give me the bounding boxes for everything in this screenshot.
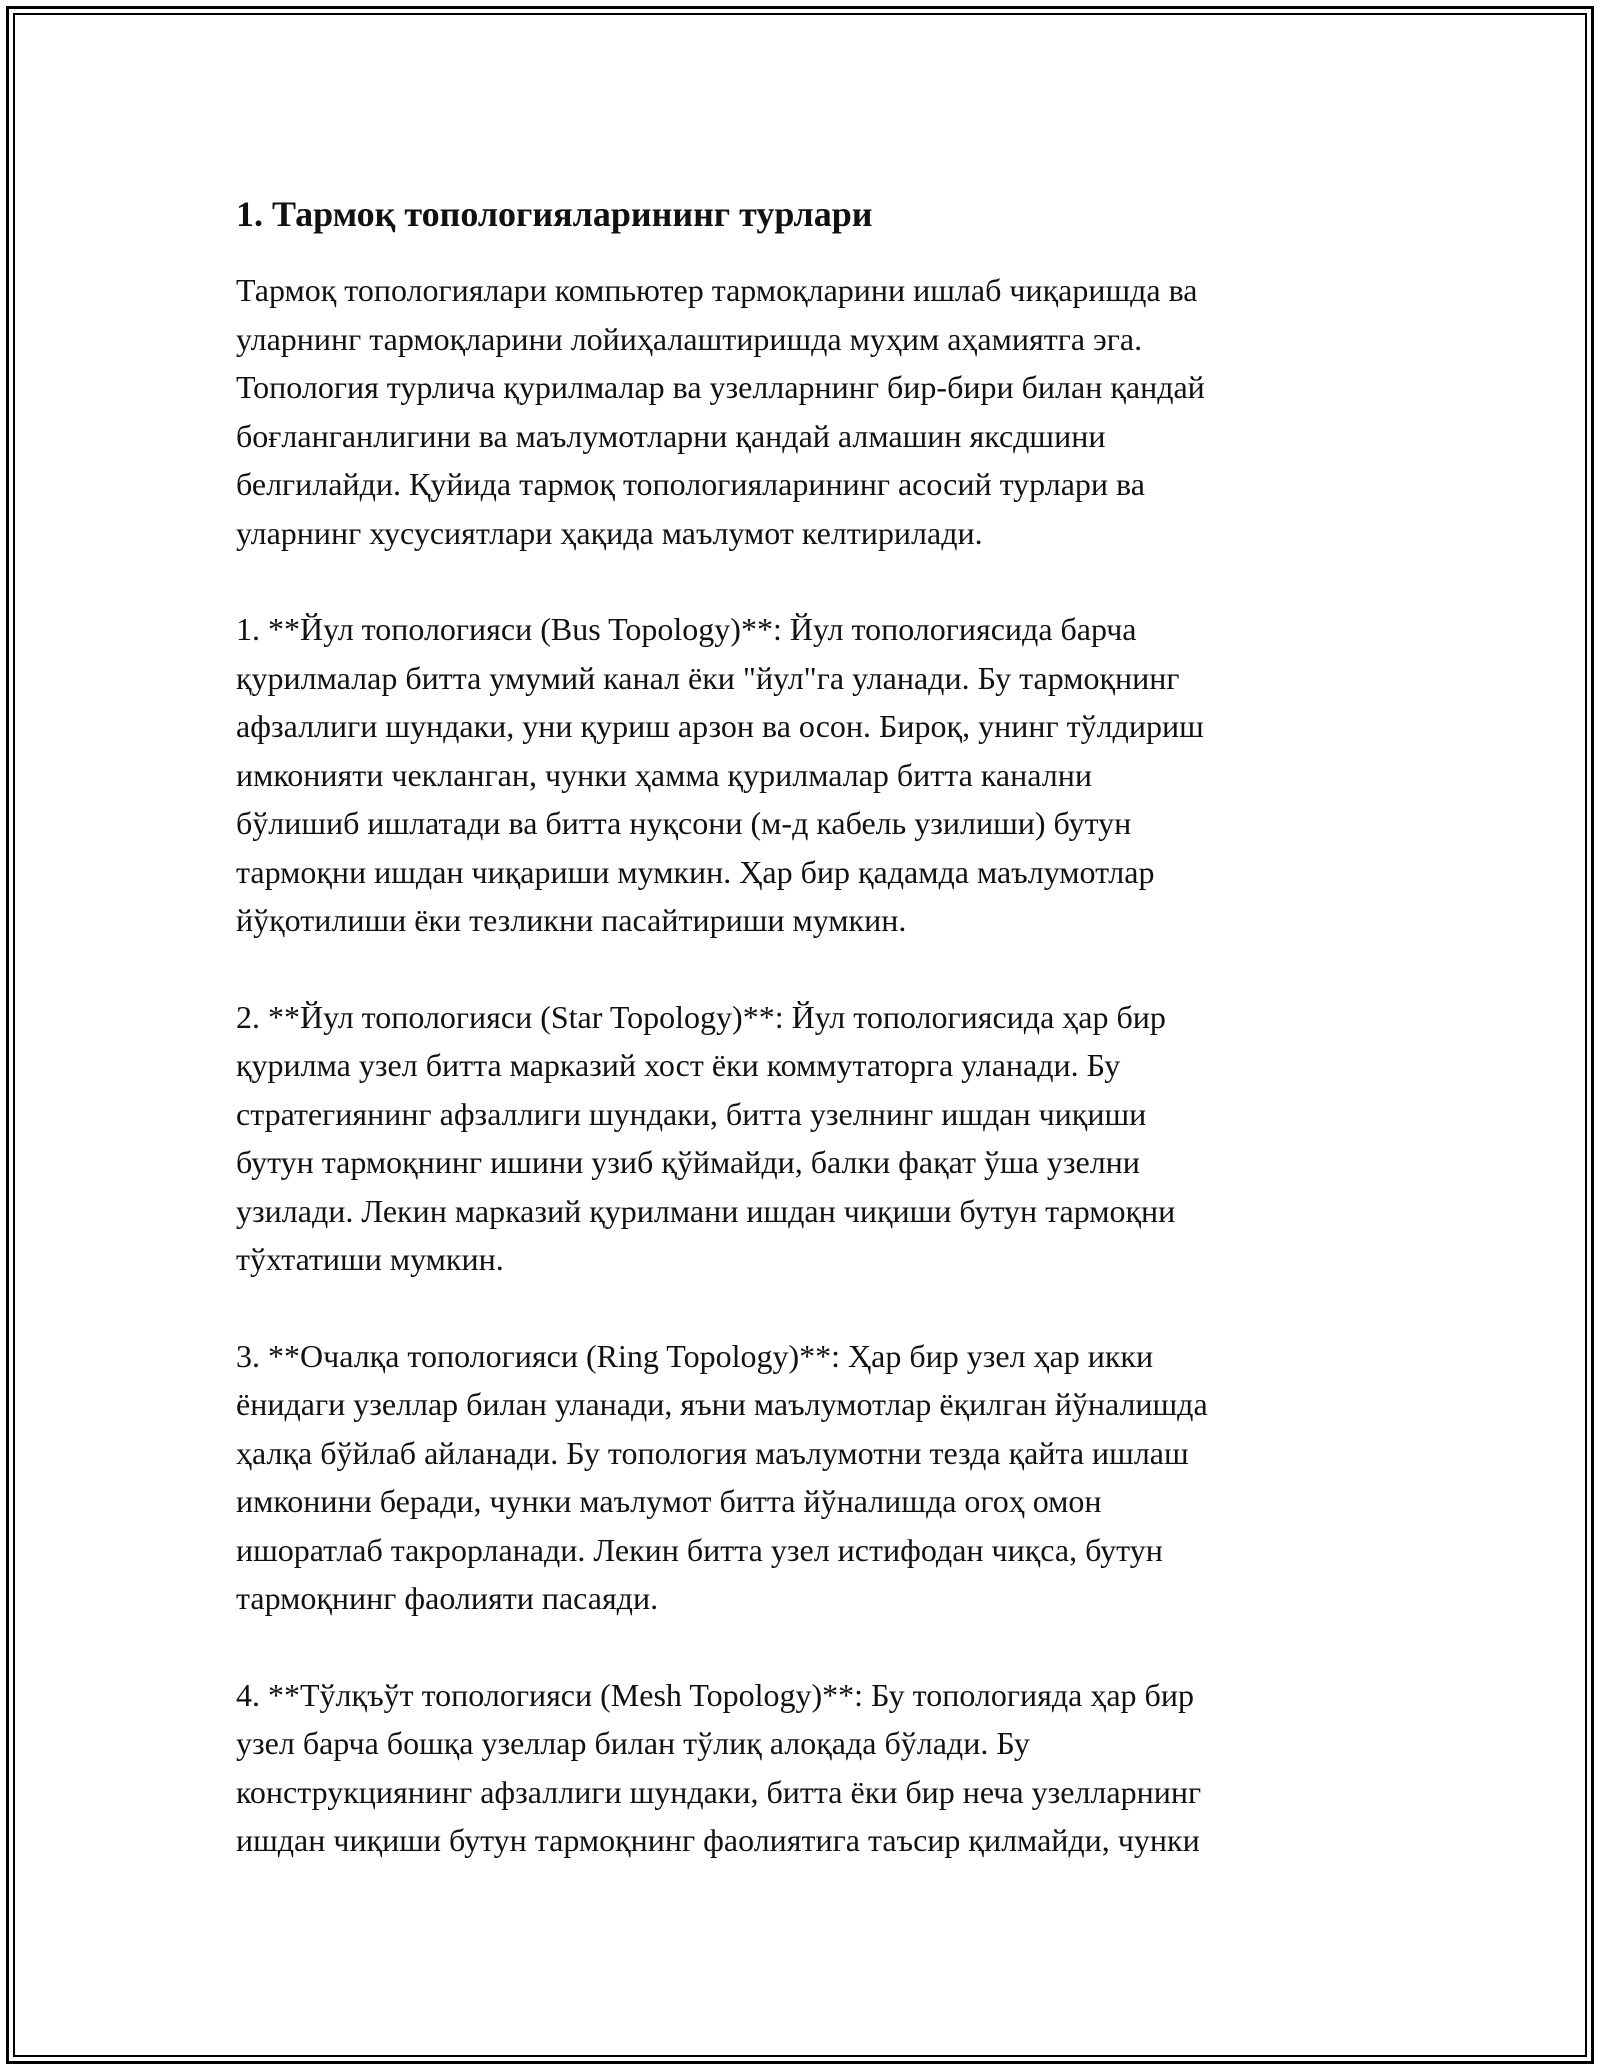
- text-line: Топология турлича қурилмалар ва узелларнинг бир-бири билан қандай: [236, 369, 1205, 405]
- text-line: ишоратлаб такрорланади. Лекин битта узел истифодан чиқса, бутун: [236, 1531, 1163, 1568]
- text-line: 3. **Очалқа топологияси (Ring Topology)**: Ҳар бир узел ҳар икки: [236, 1337, 1154, 1374]
- text-line: 4. **Тўлқъўт топологияси (Mesh Topology)**: Бу топологияда ҳар бир: [236, 1676, 1194, 1713]
- intro-paragraph: [236, 266, 1366, 557]
- text-line: боғланганлигини ва маълумотларни қандай алмашин яксдшини: [236, 417, 1106, 454]
- text-line: 1. **Йул топологияси (Bus Topology)**: Йул топологиясида барча: [236, 611, 1137, 647]
- text-line: афзаллиги шундаки, уни қуриш арзон ва осон. Бироқ, унинг тўлдириш: [236, 708, 1204, 744]
- mesh-topology-paragraph: [236, 1671, 1366, 1865]
- text-line: қурилма узел битта марказий хост ёки коммутаторга уланади. Бу: [236, 1047, 1121, 1083]
- text-line: ёнидаги узеллар билан уланади, яъни маълумотлар ёқилган йўналишда: [236, 1386, 1208, 1422]
- ring-topology-paragraph: [236, 1332, 1366, 1623]
- text-line: қурилмалар битта умумий канал ёки "йул"га уланади. Бу тармоқнинг: [236, 659, 1180, 696]
- text-line: тармоқни ишдан чиқариши мумкин. Ҳар бир қадамда маълумотлар: [236, 853, 1155, 890]
- document-title: 1. Тармоқ топологияларининг турлари: [236, 194, 873, 234]
- text-line: узел барча бошқа узеллар билан тўлиқ алоқада бўлади. Бу: [236, 1725, 1030, 1761]
- text-line: уларнинг хусусиятлари ҳақида маълумот келтирилади.: [236, 514, 983, 551]
- text-line: 2. **Йул топологияси (Star Topology)**: Йул топологиясида ҳар бир: [236, 998, 1166, 1035]
- text-line: узилади. Лекин марказий қурилмани ишдан чиқиши бутун тармоқни: [236, 1192, 1176, 1229]
- text-line: бўлишиб ишлатади ва битта нуқсони (м-д кабель узилиши) бутун: [236, 805, 1132, 841]
- bus-topology-paragraph: [236, 605, 1366, 945]
- text-line: тўхтатиши мумкин.: [236, 1241, 504, 1277]
- text-line: Тармоқ топологиялари компьютер тармоқларини ишлаб чиқаришда ва: [236, 272, 1198, 308]
- text-line: имконини беради, чунки маълумот битта йўналишда огоҳ омон: [236, 1483, 1102, 1519]
- text-line: стратегиянинг афзаллиги шундаки, битта узелнинг ишдан чиқиши: [236, 1095, 1147, 1132]
- text-line: йўқотилиши ёки тезликни пасайтириши мумкин.: [236, 902, 907, 938]
- text-line: имконияти чекланган, чунки ҳамма қурилмалар битта канални: [236, 756, 1092, 793]
- text-line: ишдан чиқиши бутун тармоқнинг фаолиятига таъсир қилмайди, чунки: [236, 1822, 1200, 1858]
- text-line: ҳалқа бўйлаб айланади. Бу топология маълумотни тезда қайта ишлаш: [236, 1434, 1189, 1471]
- text-line: белгилайди. Қуйида тармоқ топологияларининг асосий турлари ва: [236, 466, 1145, 502]
- text-line: уларнинг тармоқларини лойиҳалаштиришда муҳим аҳамиятга эга.: [236, 320, 1143, 357]
- star-topology-paragraph: [236, 993, 1366, 1284]
- text-line: конструкциянинг афзаллиги шундаки, битта ёки бир неча узелларнинг: [236, 1773, 1202, 1810]
- text-line: бутун тармоқнинг ишини узиб қўймайди, балки фақат ўша узелни: [236, 1144, 1140, 1180]
- text-line: тармоқнинг фаолияти пасаяди.: [236, 1580, 659, 1616]
- document-body: [236, 186, 1366, 1913]
